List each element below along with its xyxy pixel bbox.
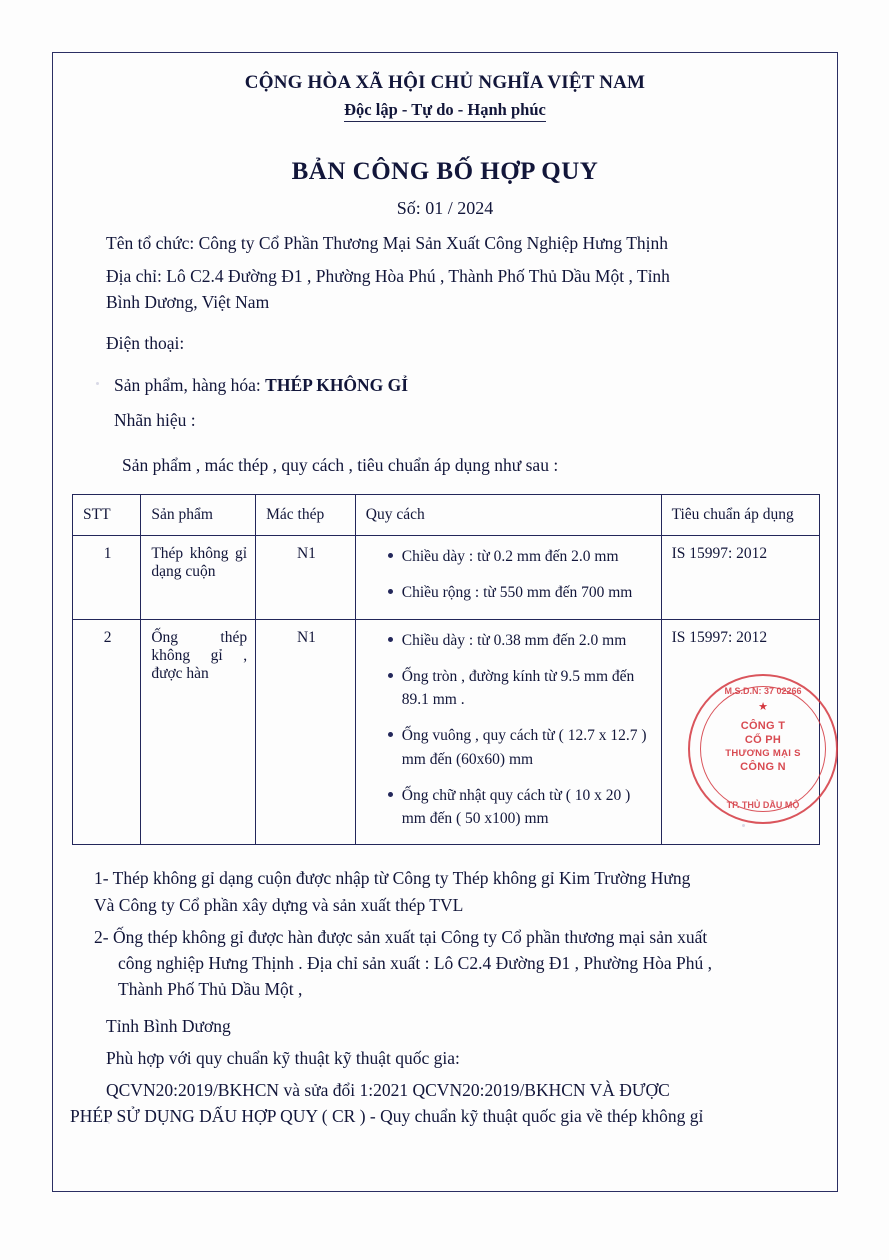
th-spec: Quy cách — [355, 495, 661, 536]
notes-section — [70, 865, 820, 1002]
spec-item: Chiều dày : từ 0.2 mm đến 2.0 mm — [388, 545, 653, 568]
note-continuation: Thành Phố Thủ Dầu Một , — [118, 979, 303, 1000]
tail-section — [70, 1013, 820, 1130]
cell-standard: IS 15997: 2012 — [661, 619, 819, 845]
seal-line-4: CÔNG N — [740, 761, 786, 773]
page-title: BẢN CÔNG BỐ HỢP QUY — [291, 158, 599, 185]
note-item: 1- Thép không gỉ dạng cuộn được nhập từ Công ty Thép không gỉ Kim Trường Hưng — [94, 868, 691, 889]
province-line: Tỉnh Bình Dương — [106, 1015, 231, 1036]
seal-location: TP. THỦ DẦU MỘ — [726, 800, 800, 810]
spec-item: Chiều dày : từ 0.38 mm đến 2.0 mm — [388, 629, 653, 652]
brand-label: Nhãn hiệu : — [114, 409, 196, 430]
org-address-line-2: Bình Dương, Việt Nam — [106, 292, 270, 313]
nation-title: CỘNG HÒA XÃ HỘI CHỦ NGHĨA VIỆT NAM — [244, 72, 646, 93]
document-heading — [70, 158, 820, 219]
document-content — [70, 64, 820, 1130]
spec-item: Ống tròn , đường kính từ 9.5 mm đến 89.1 mm . — [388, 665, 653, 712]
nation-subtitle: Độc lập - Tự do - Hạnh phúc — [344, 100, 546, 122]
spec-intro: Sản phẩm , mác thép , quy cách , tiêu chuẩn áp dụng như sau : — [122, 454, 559, 475]
conformity-label: Phù hợp với quy chuẩn kỹ thuật kỹ thuật quốc gia: — [106, 1047, 460, 1068]
th-product: Sản phẩm — [141, 495, 256, 536]
seal-registration-code: M.S.D.N: 37 02266 — [724, 686, 802, 696]
th-standard: Tiêu chuẩn áp dụng — [661, 495, 819, 536]
seal-line-1: CÔNG T — [740, 720, 786, 732]
cell-spec — [355, 619, 661, 845]
table-row — [73, 536, 820, 620]
product-label: Sản phẩm, hàng hóa: — [114, 375, 266, 396]
note-continuation: công nghiệp Hưng Thịnh . Địa chỉ sản xuất : Lô C2.4 Đường Đ1 , Phường Hòa Phú , — [118, 953, 712, 974]
spec-item: Ống vuông , quy cách từ ( 12.7 x 12.7 ) mm đến (60x60) mm — [388, 724, 653, 771]
table-header-row — [73, 495, 820, 536]
note-item: 2- Ống thép không gỉ được hàn được sản xuất tại Công ty Cổ phần thương mại sản xuất — [94, 926, 708, 947]
th-stt: STT — [73, 495, 141, 536]
cell-product: Thép không gỉ dạng cuộn — [141, 536, 256, 620]
cell-spec — [355, 536, 661, 620]
cell-grade: N1 — [256, 536, 356, 620]
th-grade: Mác thép — [256, 495, 356, 536]
org-address-line-1: Địa chỉ: Lô C2.4 Đường Đ1 , Phường Hòa Phú , Thành Phố Thủ Dầu Một , Tỉnh — [106, 265, 670, 286]
spec-list — [366, 545, 653, 605]
cell-standard: IS 15997: 2012 — [661, 536, 819, 620]
cell-stt: 2 — [73, 619, 141, 845]
cell-product: Ống thép không gỉ , được hàn — [141, 619, 256, 845]
org-name: Tên tổ chức: Công ty Cổ Phần Thương Mại Sản Xuất Công Nghiệp Hưng Thịnh — [106, 233, 669, 253]
seal-line-2: CỔ PH — [744, 734, 782, 746]
specification-table — [72, 494, 820, 845]
seal-star-icon: ★ — [758, 701, 768, 713]
table-row — [73, 619, 820, 845]
org-phone: Điện thoại: — [106, 332, 185, 353]
document-number: Số: 01 / 2024 — [396, 198, 494, 218]
note-continuation: Và Công ty Cổ phần xây dựng và sản xuất thép TVL — [94, 894, 464, 915]
product-value: THÉP KHÔNG GỈ — [265, 375, 409, 396]
conformity-line-2: PHÉP SỬ DỤNG DẤU HỢP QUY ( CR ) - Quy chuẩn kỹ thuật quốc gia về thép không gỉ — [70, 1106, 704, 1127]
spec-item: Chiều rộng : từ 550 mm đến 700 mm — [388, 581, 653, 604]
national-heading — [70, 72, 820, 122]
spec-list — [366, 629, 653, 831]
conformity-line-1: QCVN20:2019/BKHCN và sửa đổi 1:2021 QCVN20:2019/BKHCN VÀ ĐƯỢC — [106, 1080, 670, 1101]
seal-line-3: THƯƠNG MẠI S — [725, 748, 801, 759]
cell-grade: N1 — [256, 619, 356, 845]
cell-stt: 1 — [73, 536, 141, 620]
product-line — [70, 372, 820, 399]
spec-item: Ống chữ nhật quy cách từ ( 10 x 20 ) mm đến ( 50 x100) mm — [388, 784, 653, 831]
